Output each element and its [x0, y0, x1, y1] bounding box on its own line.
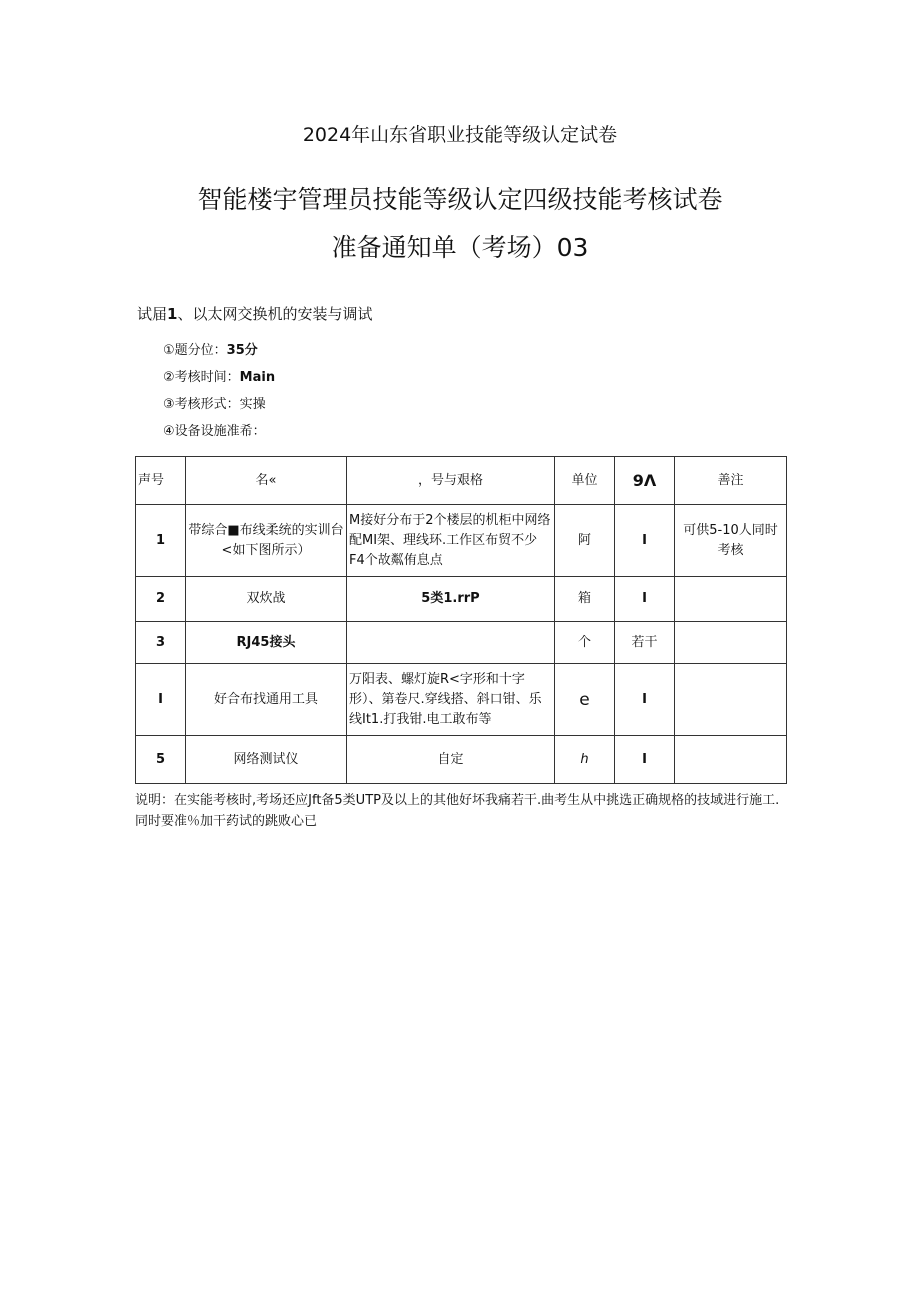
- table-row: [136, 664, 787, 736]
- row-no: 3: [136, 622, 186, 664]
- meta-format-label: ③考核形式：: [163, 397, 240, 412]
- row-name: 好合布找通用工具: [186, 664, 347, 736]
- row-no: I: [136, 664, 186, 736]
- header-qty: 9Λ: [615, 457, 675, 505]
- note-line-2: 同时要准％加干药试的跳败心已: [135, 814, 318, 829]
- meta-score-label: ①题分位：: [163, 343, 227, 358]
- row-remark: [675, 577, 787, 622]
- header-name: 名«: [186, 457, 347, 505]
- meta-time-label: ②考核时间：: [163, 370, 240, 385]
- row-spec: 自定: [347, 736, 555, 784]
- row-qty: I: [615, 664, 675, 736]
- row-name: 网络测试仪: [186, 736, 347, 784]
- table-row: [136, 505, 787, 577]
- row-qty: 若干: [615, 622, 675, 664]
- header-no: 声号: [136, 457, 186, 505]
- row-no: 1: [136, 505, 186, 577]
- row-remark: [675, 736, 787, 784]
- table-note: [135, 790, 795, 832]
- row-unit: 阿: [555, 505, 615, 577]
- meta-format-value: 实操: [239, 397, 266, 412]
- row-remark: [675, 664, 787, 736]
- table-header-row: [136, 457, 787, 505]
- meta-format: [163, 393, 266, 412]
- row-spec: [347, 622, 555, 664]
- row-unit: 箱: [555, 577, 615, 622]
- table-row: [136, 622, 787, 664]
- row-unit: e: [555, 664, 615, 736]
- exam-title: 2024年山东省职业技能等级认定试卷: [302, 124, 618, 146]
- question-title: [137, 303, 372, 324]
- row-spec: 5类1.rrP: [347, 577, 555, 622]
- meta-time-value: Main: [239, 370, 276, 385]
- row-name: 带综合■布线柔统的实训台<如下图所示）: [186, 505, 347, 577]
- row-qty: I: [615, 505, 675, 577]
- row-qty: I: [615, 736, 675, 784]
- row-name: 双炊战: [186, 577, 347, 622]
- row-remark: [675, 622, 787, 664]
- header-remark: 善注: [675, 457, 787, 505]
- table-row: [136, 577, 787, 622]
- note-line-1: 说明：在实能考核时,考场还应Jft备5类UTP及以上的其他好坏我痛若干.曲考生从中挑选正确规格的技域进行施工.: [135, 793, 780, 808]
- meta-score-value: 35分: [226, 343, 258, 358]
- row-unit: 个: [555, 622, 615, 664]
- question-text: 、以太网交换机的安装与调试: [177, 305, 373, 323]
- header-spec: ，号与艰格: [347, 457, 555, 505]
- row-unit: h: [555, 736, 615, 784]
- exam-subtitle: 智能楼宇管理员技能等级认定四级技能考核试卷: [197, 185, 723, 214]
- equipment-table: [135, 456, 787, 784]
- row-spec: 万阳表、螺灯旋R<字形和十字形）、第卷尺.穿线搭、斜口钳、乐线It1.打我钳.电工敢布等: [347, 664, 555, 736]
- row-spec: M接好分布于2个楼层的机柜中网络配MI架、理线环.工作区布贸不少F4个故粼侑息点: [347, 505, 555, 577]
- question-number: 1: [167, 305, 178, 323]
- row-no: 5: [136, 736, 186, 784]
- notice-title: 准备通知单（考场）03: [331, 233, 589, 262]
- meta-score: [163, 339, 258, 358]
- meta-time: [163, 366, 275, 385]
- row-qty: I: [615, 577, 675, 622]
- row-name: RJ45接头: [186, 622, 347, 664]
- header-unit: 单位: [555, 457, 615, 505]
- meta-equipment-label: ④设备设施准希：: [163, 424, 266, 439]
- meta-equipment: [163, 420, 266, 439]
- table-row: [136, 736, 787, 784]
- row-remark: 可供5-10人同时考核: [675, 505, 787, 577]
- row-no: 2: [136, 577, 186, 622]
- question-prefix: 试届: [137, 305, 168, 323]
